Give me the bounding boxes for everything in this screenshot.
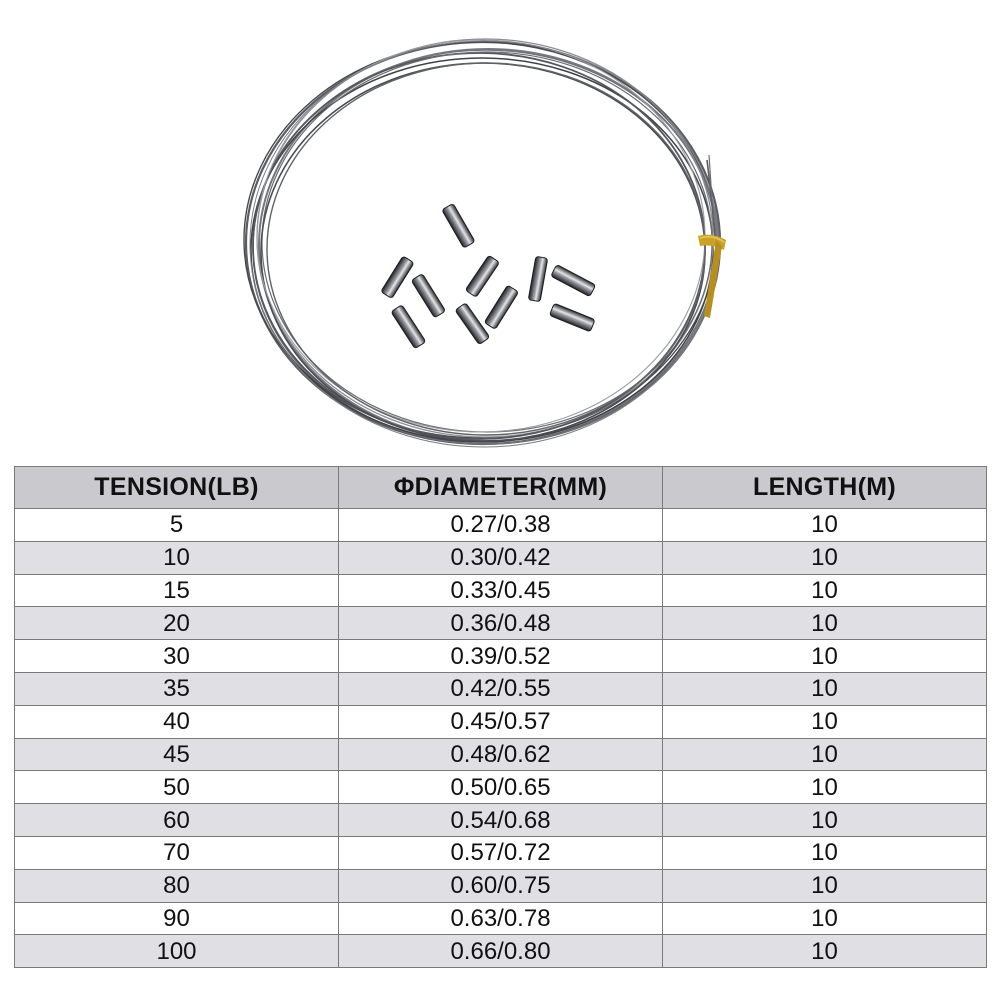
cell-tension: 100 [15,935,339,968]
cell-diameter: 0.66/0.80 [339,935,663,968]
cell-length: 10 [663,935,987,968]
table-row [15,640,987,673]
cell-tension: 30 [15,640,339,673]
table-header-row [15,467,987,509]
cell-diameter: 0.54/0.68 [339,804,663,837]
cell-tension: 45 [15,738,339,771]
cell-length: 10 [663,509,987,542]
cell-diameter: 0.39/0.52 [339,640,663,673]
cell-tension: 70 [15,836,339,869]
table-row [15,509,987,542]
cell-length: 10 [663,705,987,738]
cell-diameter: 0.60/0.75 [339,869,663,902]
table-row [15,738,987,771]
wire-coil [244,39,720,447]
table-row [15,935,987,968]
cell-tension: 50 [15,771,339,804]
crimp-sleeves [381,203,596,348]
cell-diameter: 0.36/0.48 [339,607,663,640]
cell-tension: 20 [15,607,339,640]
cell-tension: 40 [15,705,339,738]
cell-diameter: 0.45/0.57 [339,705,663,738]
cell-tension: 80 [15,869,339,902]
table-row [15,607,987,640]
cell-diameter: 0.48/0.62 [339,738,663,771]
cell-diameter: 0.27/0.38 [339,509,663,542]
cell-length: 10 [663,771,987,804]
table-row [15,804,987,837]
cell-diameter: 0.63/0.78 [339,902,663,935]
cell-diameter: 0.33/0.45 [339,574,663,607]
cell-tension: 90 [15,902,339,935]
header-tension: TENSION(LB) [15,467,339,509]
cell-tension: 60 [15,804,339,837]
table-row [15,902,987,935]
cell-tension: 15 [15,574,339,607]
cell-length: 10 [663,869,987,902]
cell-length: 10 [663,640,987,673]
header-diameter: ΦDIAMETER(MM) [339,467,663,509]
cell-length: 10 [663,672,987,705]
cell-diameter: 0.42/0.55 [339,672,663,705]
cell-tension: 10 [15,541,339,574]
cell-length: 10 [663,607,987,640]
cell-length: 10 [663,738,987,771]
table-row [15,541,987,574]
cell-diameter: 0.57/0.72 [339,836,663,869]
cell-tension: 5 [15,509,339,542]
table-row [15,574,987,607]
table-row [15,836,987,869]
cell-tension: 35 [15,672,339,705]
table-row [15,705,987,738]
wire-coil-photo [0,0,1001,462]
cell-diameter: 0.50/0.65 [339,771,663,804]
cell-length: 10 [663,804,987,837]
table-row [15,771,987,804]
cell-length: 10 [663,541,987,574]
cell-diameter: 0.30/0.42 [339,541,663,574]
table-row [15,672,987,705]
header-length: LENGTH(M) [663,467,987,509]
cell-length: 10 [663,574,987,607]
cell-length: 10 [663,902,987,935]
cell-length: 10 [663,836,987,869]
spec-table [14,466,987,968]
table-row [15,869,987,902]
